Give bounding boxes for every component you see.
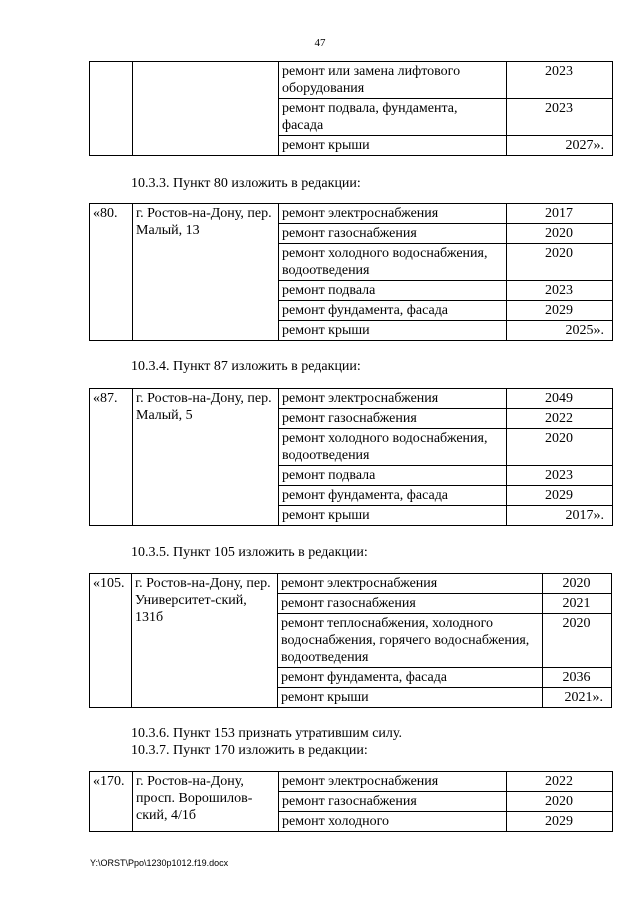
year-cell: 2017 (507, 204, 613, 224)
number-cell: «105. (90, 574, 132, 708)
table-item-170 (89, 771, 613, 832)
work-cell: ремонт электроснабжения (279, 204, 507, 224)
year-cell: 2020 (507, 429, 613, 466)
page-number: 47 (314, 37, 326, 49)
work-cell: ремонт фундамента, фасада (278, 668, 543, 688)
table-continued (89, 61, 613, 156)
number-cell: «80. (90, 204, 133, 341)
work-cell: ремонт подвала (279, 281, 507, 301)
work-cell: ремонт крыши (279, 136, 507, 156)
table-row (90, 389, 613, 409)
address-cell: г. Ростов-на-Дону, просп. Ворошилов-ский, 4/1б (133, 772, 279, 832)
work-cell: ремонт газоснабжения (278, 594, 543, 614)
heading-10-3-4: 10.3.4. Пункт 87 изложить в редакции: (131, 359, 361, 374)
work-cell: ремонт газоснабжения (279, 409, 507, 429)
year-cell: 2020 (507, 244, 613, 281)
year-cell: 2023 (507, 99, 613, 136)
year-cell: 2021». (543, 688, 612, 708)
year-cell: 2023 (507, 62, 613, 99)
work-cell: ремонт газоснабжения (279, 792, 507, 812)
work-cell: ремонт холодного (279, 812, 507, 832)
year-cell: 2025». (507, 321, 613, 341)
year-cell: 2029 (507, 301, 613, 321)
work-cell: ремонт электроснабжения (279, 772, 507, 792)
work-cell: ремонт теплоснабжения, холодного водоснабжения, горячего водоснабжения, водоотведения (278, 614, 543, 668)
year-cell: 2020 (543, 614, 612, 668)
year-cell: 2020 (543, 574, 612, 594)
table-item-87 (89, 388, 613, 526)
table-row (90, 62, 613, 99)
work-cell: ремонт подвала, фундамента, фасада (279, 99, 507, 136)
year-cell: 2022 (507, 772, 613, 792)
table-row (90, 772, 613, 792)
year-cell: 2022 (507, 409, 613, 429)
year-cell: 2029 (507, 812, 613, 832)
year-cell: 2049 (507, 389, 613, 409)
year-cell: 2023 (507, 281, 613, 301)
work-cell: ремонт или замена лифтового оборудования (279, 62, 507, 99)
address-cell (133, 62, 279, 156)
work-cell: ремонт крыши (278, 688, 543, 708)
year-cell: 2021 (543, 594, 612, 614)
heading-10-3-3: 10.3.3. Пункт 80 изложить в редакции: (131, 176, 361, 191)
table-row (90, 204, 613, 224)
heading-10-3-6: 10.3.6. Пункт 153 признать утратившим силу. (131, 726, 402, 741)
year-cell: 2027». (507, 136, 613, 156)
work-cell: ремонт холодного водоснабжения, водоотведения (279, 429, 507, 466)
work-cell: ремонт фундамента, фасада (279, 301, 507, 321)
year-cell: 2020 (507, 792, 613, 812)
address-cell: г. Ростов-на-Дону, пер. Малый, 5 (133, 389, 279, 526)
footer-file-path: Y:\ORST\Ppo\1230p1012.f19.docx (90, 858, 229, 868)
work-cell: ремонт фундамента, фасада (279, 486, 507, 506)
work-cell: ремонт крыши (279, 321, 507, 341)
work-cell: ремонт газоснабжения (279, 224, 507, 244)
table-item-105 (89, 573, 612, 708)
table-item-80 (89, 203, 613, 341)
address-cell: г. Ростов-на-Дону, пер. Университет-ский, 131б (132, 574, 278, 708)
address-cell: г. Ростов-на-Дону, пер. Малый, 13 (133, 204, 279, 341)
heading-10-3-5: 10.3.5. Пункт 105 изложить в редакции: (131, 545, 368, 560)
heading-10-3-7: 10.3.7. Пункт 170 изложить в редакции: (131, 743, 368, 758)
work-cell: ремонт электроснабжения (278, 574, 543, 594)
work-cell: ремонт крыши (279, 506, 507, 526)
year-cell: 2023 (507, 466, 613, 486)
work-cell: ремонт холодного водоснабжения, водоотведения (279, 244, 507, 281)
number-cell: «170. (90, 772, 133, 832)
table-row (90, 574, 612, 594)
year-cell: 2029 (507, 486, 613, 506)
number-cell: «87. (90, 389, 133, 526)
year-cell: 2020 (507, 224, 613, 244)
year-cell: 2036 (543, 668, 612, 688)
year-cell: 2017». (507, 506, 613, 526)
number-cell (90, 62, 133, 156)
work-cell: ремонт электроснабжения (279, 389, 507, 409)
work-cell: ремонт подвала (279, 466, 507, 486)
